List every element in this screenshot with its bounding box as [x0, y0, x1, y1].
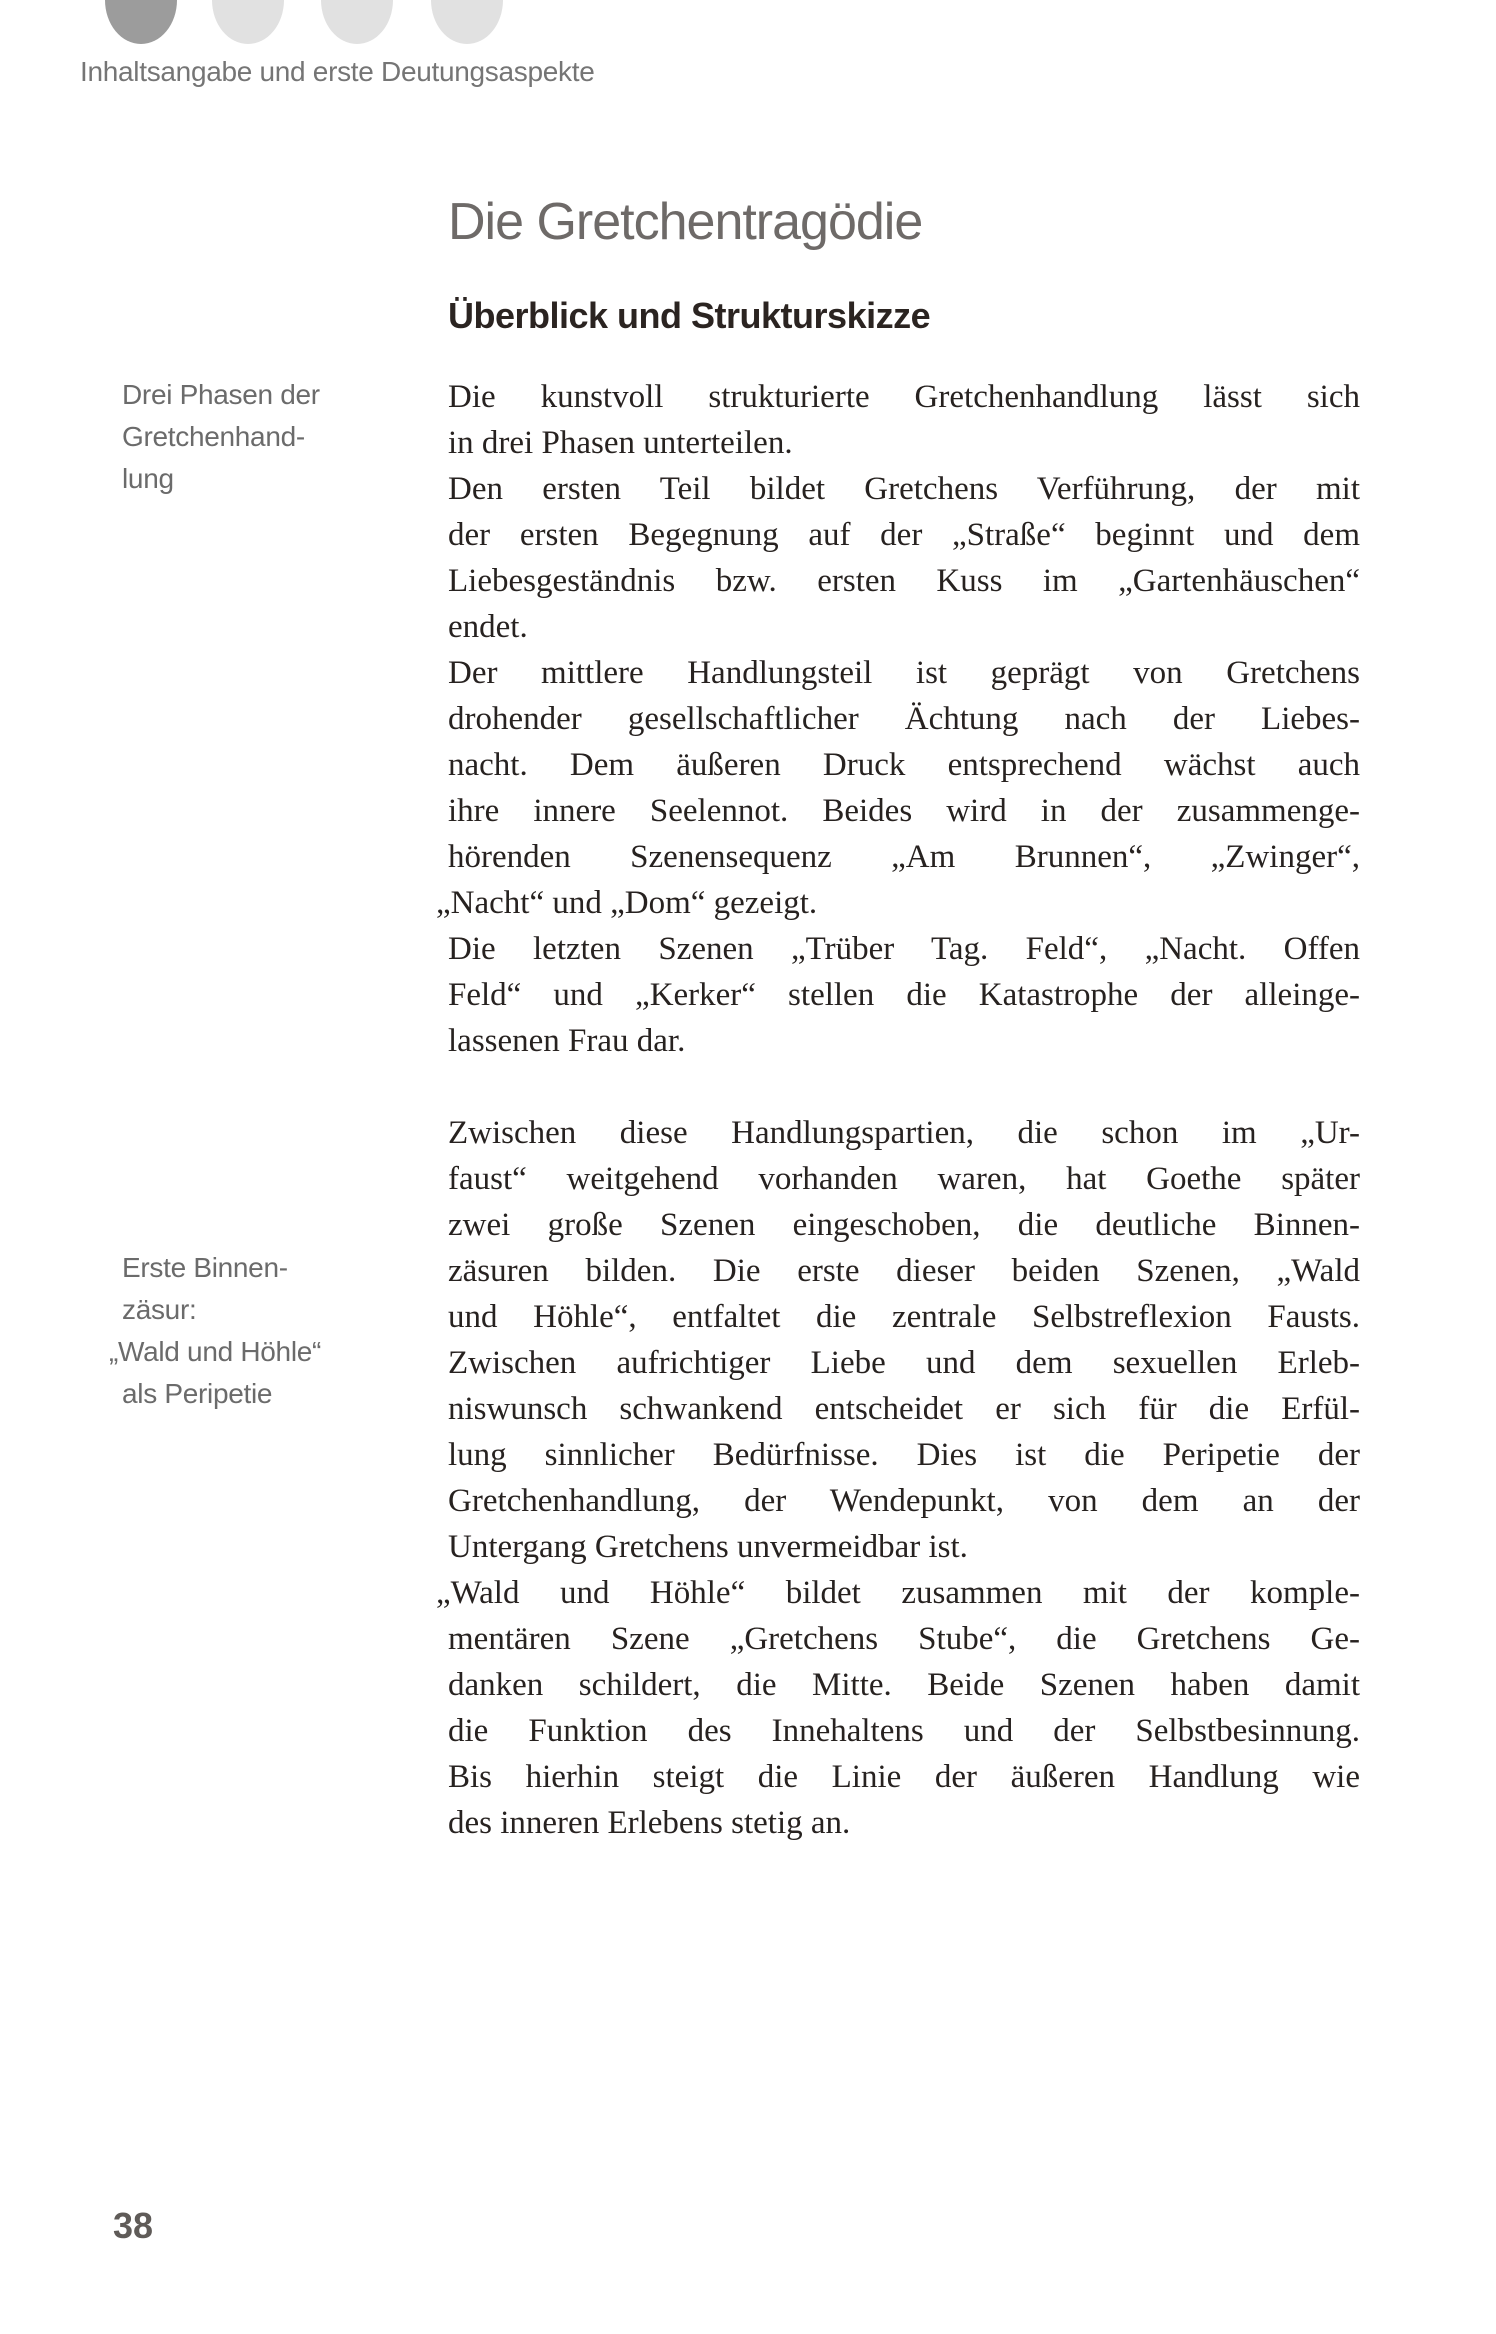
margin-note-line: Erste Binnen- — [122, 1252, 288, 1283]
progress-dot — [105, 0, 177, 44]
paragraph — [448, 926, 1360, 1064]
margin-note-line: Gretchenhand- — [122, 421, 305, 452]
body-text-line: Untergang Gretchens unvermeidbar ist. — [448, 1529, 968, 1565]
body-text-line: nacht. Dem äußeren Druck entsprechend wächst auch — [448, 747, 1360, 783]
progress-dot — [321, 0, 393, 44]
text-block — [436, 1110, 1360, 1846]
body-text-line: lassenen Frau dar. — [448, 1023, 686, 1059]
progress-dot — [431, 0, 503, 44]
paragraph — [436, 650, 1360, 926]
body-text-line: faust“ weitgehend vorhanden waren, hat Goethe später — [448, 1161, 1360, 1197]
margin-note — [122, 374, 422, 500]
margin-note-line: zäsur: — [122, 1294, 197, 1325]
margin-note — [109, 1247, 422, 1415]
body-text-line: die Funktion des Innehaltens und der Selbstbesinnung. — [448, 1713, 1360, 1749]
body-text-line: Der mittlere Handlungsteil ist geprägt von Gretchens — [448, 655, 1360, 691]
body-text-line: ihre innere Seelennot. Beides wird in der zusammenge- — [448, 793, 1360, 829]
body-text-line: danken schildert, die Mitte. Beide Szenen haben damit — [448, 1667, 1360, 1703]
page-number: 38 — [113, 2205, 154, 2246]
body-text-line: Liebesgeständnis bzw. ersten Kuss im „Gartenhäuschen“ — [448, 563, 1360, 599]
running-header: Inhaltsangabe und erste Deutungsaspekte — [80, 56, 595, 87]
body-text-line: der ersten Begegnung auf der „Straße“ beginnt und dem — [448, 517, 1360, 553]
margin-note-line: lung — [122, 463, 174, 494]
body-text-line: endet. — [448, 609, 528, 645]
body-text-line: Bis hierhin steigt die Linie der äußeren Handlung wie — [448, 1759, 1360, 1795]
body-text-line: Den ersten Teil bildet Gretchens Verführung, der mit — [448, 471, 1360, 507]
body-text-line: in drei Phasen unterteilen. — [448, 425, 793, 461]
body-text-line: niswunsch schwankend entscheidet er sich für die Erfül- — [448, 1391, 1360, 1427]
body-text-line: zäsuren bilden. Die erste dieser beiden Szenen, „Wald — [448, 1253, 1360, 1289]
body-text-line: Feld“ und „Kerker“ stellen die Katastrophe der alleinge- — [448, 977, 1360, 1013]
body-text-line: Die kunstvoll strukturierte Gretchenhandlung lässt sich — [448, 379, 1360, 415]
body-text-line: „Nacht“ und „Dom“ gezeigt. — [436, 885, 818, 921]
progress-dot — [212, 0, 284, 44]
body-text-line: hörenden Szenensequenz „Am Brunnen“, „Zwinger“, — [448, 839, 1360, 875]
margin-note-line: „Wald und Höhle“ — [109, 1336, 322, 1367]
body-text-line: Zwischen diese Handlungspartien, die schon im „Ur- — [448, 1115, 1360, 1151]
body-text-line: zwei große Szenen eingeschoben, die deutliche Binnen- — [448, 1207, 1360, 1243]
body-text-line: des inneren Erlebens stetig an. — [448, 1805, 851, 1841]
body-text-line: drohender gesellschaftlicher Ächtung nach der Liebes- — [448, 701, 1360, 737]
paragraph — [436, 1570, 1360, 1846]
paragraph — [448, 374, 1360, 466]
margin-note-line: Drei Phasen der — [122, 379, 320, 410]
body-text-line: Gretchenhandlung, der Wendepunkt, von dem an der — [448, 1483, 1360, 1519]
section-subtitle: Überblick und Strukturskizze — [448, 295, 931, 336]
margin-note-line: als Peripetie — [122, 1378, 273, 1409]
body-text-line: Die letzten Szenen „Trüber Tag. Feld“, „Nacht. Offen — [448, 931, 1360, 967]
paragraph — [448, 466, 1360, 650]
paragraph — [448, 1110, 1360, 1570]
body-text-line: lung sinnlicher Bedürfnisse. Dies ist die Peripetie der — [448, 1437, 1360, 1473]
body-text-line: mentären Szene „Gretchens Stube“, die Gretchens Ge- — [448, 1621, 1360, 1657]
body-text-line: Zwischen aufrichtiger Liebe und dem sexuellen Erleb- — [448, 1345, 1360, 1381]
text-block — [436, 374, 1360, 1064]
body-text-line: „Wald und Höhle“ bildet zusammen mit der komple- — [436, 1575, 1360, 1611]
body-text-line: und Höhle“, entfaltet die zentrale Selbstreflexion Fausts. — [448, 1299, 1360, 1335]
chapter-title: Die Gretchentragödie — [448, 193, 923, 251]
body-text-column — [436, 374, 1360, 1846]
